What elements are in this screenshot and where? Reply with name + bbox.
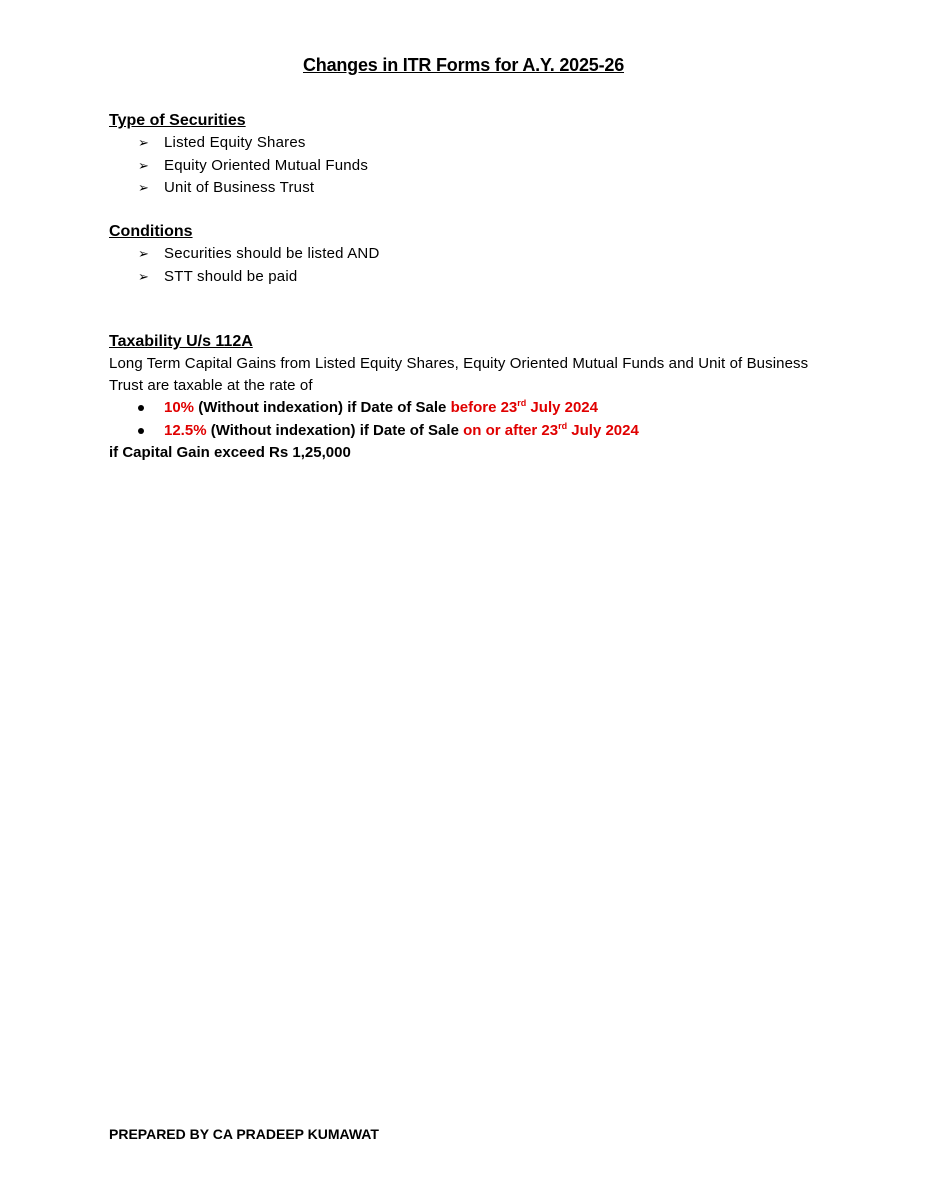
type-of-securities-heading: Type of Securities [109,112,246,129]
footer-prepared-by: PREPARED BY CA PRADEEP KUMAWAT [109,1126,379,1142]
list-item-label: Listed Equity Shares [164,134,306,151]
tax-rate-condition: (Without indexation) if Date of Sale [206,421,464,439]
arrow-bullet-icon: ➢ [138,180,150,195]
arrow-bullet-icon: ➢ [138,246,150,261]
sale-date-timing: on or after 23rd July 2024 [463,420,639,439]
tax-rates-list [109,397,829,442]
list-item [109,243,829,266]
list-item [109,132,829,155]
tax-rate: 10% [164,399,195,416]
conditions-list [109,243,829,288]
list-item-label: Unit of Business Trust [164,179,315,196]
type-of-securities-section [109,110,829,200]
arrow-bullet-icon: ➢ [138,135,150,150]
list-item [109,397,829,420]
list-item [109,266,829,289]
list-item [109,420,829,443]
securities-list [109,132,829,200]
tax-rate: 12.5% [164,421,207,439]
list-item-label: STT should be paid [164,267,298,285]
tax-rate-condition: (Without indexation) if Date of Sale [194,399,451,416]
arrow-bullet-icon: ➢ [138,268,150,284]
list-item-label: Equity Oriented Mutual Funds [164,156,369,174]
bullet-dot-icon [138,428,144,434]
list-item-label: Securities should be listed AND [164,245,380,262]
list-item [109,155,829,178]
bullet-dot-icon [138,405,144,411]
taxability-description: Long Term Capital Gains from Listed Equity Shares, Equity Oriented Mutual Funds and Unit of Business Trust are taxable at the rate of [109,355,809,394]
arrow-bullet-icon: ➢ [138,157,150,173]
list-item [109,177,829,200]
capital-gain-threshold: if Capital Gain exceed Rs 1,25,000 [109,444,351,461]
sale-date-timing: before 23rd July 2024 [450,398,598,416]
taxability-section [109,331,829,464]
conditions-heading: Conditions [109,223,193,240]
taxability-heading: Taxability U/s 112A [109,333,253,350]
page-title: Changes in ITR Forms for A.Y. 2025-26 [302,55,625,75]
conditions-section [109,221,829,288]
